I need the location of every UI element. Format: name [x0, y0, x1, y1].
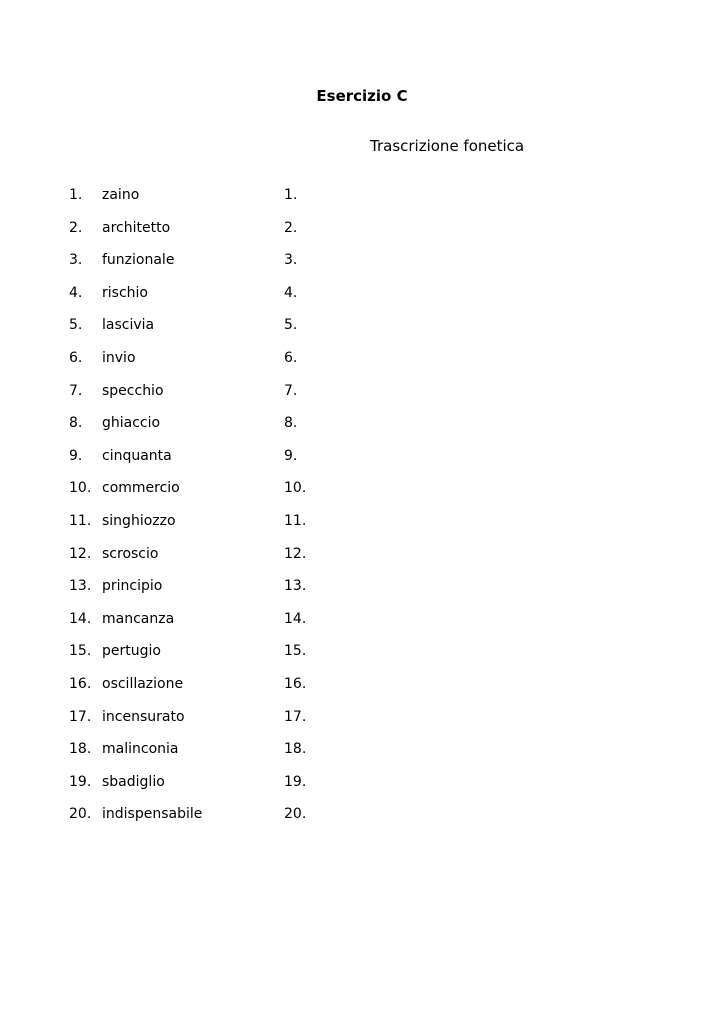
- transcription-number: 7.: [284, 382, 298, 399]
- transcription-number: 11.: [284, 512, 307, 529]
- transcription-number: 6.: [284, 349, 298, 366]
- item-number: 15.: [69, 643, 92, 660]
- item-word: invio: [102, 349, 136, 366]
- transcription-number: 5.: [284, 317, 298, 334]
- item-number: 16.: [69, 675, 92, 692]
- list-item: [0, 315, 724, 348]
- list-item: [0, 609, 724, 642]
- item-word: incensurato: [102, 708, 185, 725]
- list-item: [0, 381, 724, 414]
- item-number: 20.: [69, 806, 92, 823]
- transcription-number: 10.: [284, 480, 307, 497]
- list-item: [0, 739, 724, 772]
- transcription-number: 15.: [284, 643, 307, 660]
- item-word: pertugio: [102, 643, 161, 660]
- list-item: [0, 250, 724, 283]
- list-item: [0, 446, 724, 479]
- item-word: cinquanta: [102, 447, 172, 464]
- transcription-number: 18.: [284, 741, 307, 758]
- item-word: architetto: [102, 219, 171, 236]
- list-item: [0, 283, 724, 316]
- item-word: malinconia: [102, 741, 179, 758]
- transcription-number: 8.: [284, 415, 298, 432]
- item-number: 18.: [69, 741, 92, 758]
- item-number: 19.: [69, 773, 92, 790]
- transcription-number: 20.: [284, 806, 307, 823]
- item-number: 4.: [69, 284, 83, 301]
- item-word: specchio: [102, 382, 164, 399]
- item-word: scroscio: [102, 545, 159, 562]
- item-word: mancanza: [102, 610, 175, 627]
- item-number: 6.: [69, 349, 83, 366]
- item-number: 8.: [69, 415, 83, 432]
- transcription-number: 12.: [284, 545, 307, 562]
- item-word: singhiozzo: [102, 512, 176, 529]
- list-item: [0, 185, 724, 218]
- item-number: 13.: [69, 578, 92, 595]
- list-item: [0, 707, 724, 740]
- item-word: ghiaccio: [102, 415, 161, 432]
- item-number: 7.: [69, 382, 83, 399]
- item-word: commercio: [102, 480, 180, 497]
- word-list: [0, 185, 724, 837]
- list-item: [0, 478, 724, 511]
- item-number: 11.: [69, 512, 92, 529]
- transcription-number: 4.: [284, 284, 298, 301]
- transcription-number: 13.: [284, 578, 307, 595]
- transcription-number: 16.: [284, 675, 307, 692]
- item-word: zaino: [102, 187, 140, 203]
- transcription-number: 3.: [284, 252, 298, 269]
- exercise-title: Esercizio C: [316, 87, 408, 105]
- item-number: 9.: [69, 447, 83, 464]
- transcription-column-heading: Trascrizione fonetica: [370, 137, 525, 155]
- item-word: lascivia: [102, 317, 155, 334]
- item-word: oscillazione: [102, 675, 184, 692]
- item-number: 5.: [69, 317, 83, 334]
- item-number: 12.: [69, 545, 92, 562]
- list-item: [0, 413, 724, 446]
- list-item: [0, 641, 724, 674]
- transcription-number: 2.: [284, 219, 298, 236]
- item-word: principio: [102, 578, 163, 595]
- transcription-number: 17.: [284, 708, 307, 725]
- item-word: funzionale: [102, 252, 175, 269]
- item-number: 2.: [69, 219, 83, 236]
- list-item: [0, 511, 724, 544]
- item-number: 1.: [69, 187, 83, 203]
- transcription-number: 1.: [284, 187, 298, 203]
- item-number: 3.: [69, 252, 83, 269]
- transcription-number: 19.: [284, 773, 307, 790]
- transcription-number: 9.: [284, 447, 298, 464]
- transcription-number: 14.: [284, 610, 307, 627]
- item-word: rischio: [102, 284, 148, 301]
- list-item: [0, 348, 724, 381]
- item-number: 14.: [69, 610, 92, 627]
- item-number: 17.: [69, 708, 92, 725]
- list-item: [0, 772, 724, 805]
- list-item: [0, 544, 724, 577]
- list-item: [0, 218, 724, 251]
- list-item: [0, 576, 724, 609]
- item-word: sbadiglio: [102, 773, 165, 790]
- item-number: 10.: [69, 480, 92, 497]
- item-word: indispensabile: [102, 806, 203, 823]
- list-item: [0, 804, 724, 837]
- list-item: [0, 674, 724, 707]
